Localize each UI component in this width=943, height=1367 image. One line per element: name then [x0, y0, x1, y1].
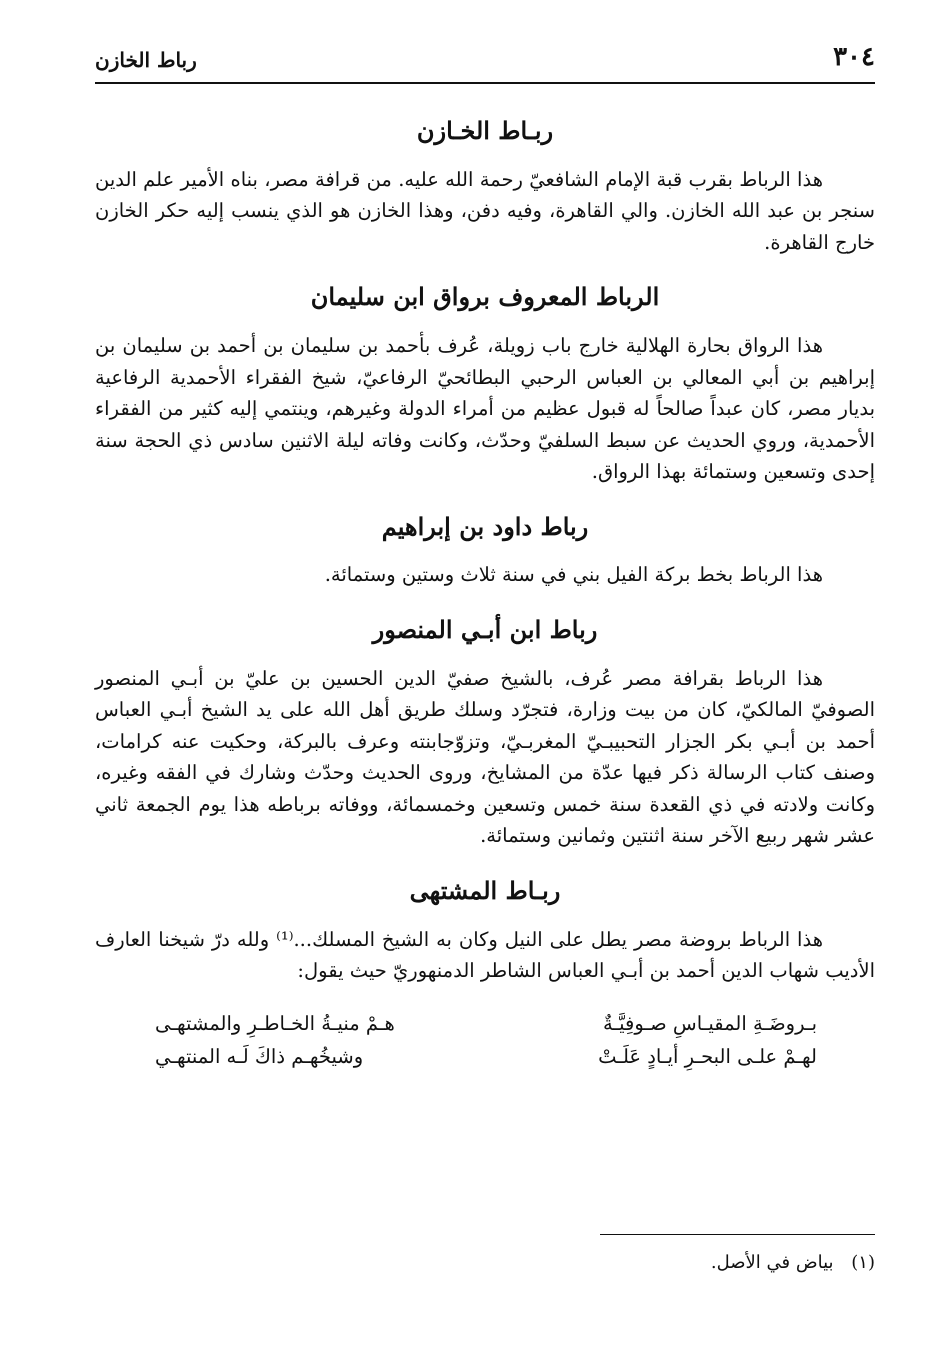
- section-paragraph: هذا الرباط بقرب قبة الإمام الشافعيّ رحمة الله عليه. من قرافة مصر، بناه الأمير علم الدين سنجر بن عبد الله الخازن. والي القاهرة، وفيه دفن، وهذا الخازن هو الذي ينسب إليه حكر الخازن خارج القاهرة.: [95, 167, 875, 254]
- poem-verse: [95, 1040, 875, 1073]
- footnote-text: بياض في الأصل.: [710, 1252, 834, 1273]
- book-page: [95, 30, 875, 1273]
- section-title: الرباط المعروف برواق ابن سليمان: [310, 282, 660, 312]
- page-number: ٣٠٤: [833, 42, 875, 72]
- verse-second-hemistich: هـمْ منيـةُ الخـاطـرِ والمشتهـى: [155, 1011, 395, 1035]
- verse-first-hemistich: لهـمْ علـى البحـرِ أيـادٍ عَلَـتْ: [598, 1044, 817, 1068]
- section-paragraph: هذا الرواق بحارة الهلالية خارج باب زويلة، عُرف بأحمد بن سليمان بن أحمد بن سليمان بن إبراهيم بن أبي المعالي بن العباس الرحبي البطائحيّ الرفاعيّ، شيخ الفقراء الأحمدية الرفاعية بديار مصر، كان عبداً صالحاً له قبول عظيم من أمراء الدولة وغيرهم، وينتمي إليه كثير من الفقراء الأحمدية، وروي الحديث عن سبط السلفيّ وحدّث، وكانت وفاته ليلة الاثنين سادس ذي الحجة سنة إحدى وتسعين وستمائة بهذا الرواق.: [95, 333, 875, 484]
- poem-verse: [95, 1007, 875, 1040]
- section-title: رباط ابن أبـي المنصور: [372, 614, 598, 644]
- section-title: ربـاط المشتهى: [409, 876, 561, 906]
- header-rule: [95, 82, 875, 84]
- page-header: [95, 30, 875, 72]
- verse-second-hemistich: وشيخُهـم ذاكَ لَـه المنتهـي: [155, 1044, 364, 1068]
- poem: [95, 1007, 875, 1073]
- section-paragraph: هذا الرباط بقرافة مصر عُرف، بالشيخ صفيّ الدين الحسين بن عليّ بن أبـي المنصور الصوفيّ المالكيّ، كان من بيت وزارة، فتجرّد وسلك طريق أهل الله على يد الشيخ أبـي العباس أحمد بن أبـي بكر الجزار التحبيبـيّ المغربـيّ، وتزوّجابنته وعرف بالبركة، وحكيت عنه كرامات، وصنف كتاب الرسالة ذكر فيها عدّة من المشايخ، وروى الحديث وحدّث وشارك في الفقه وغيره، وكانت ولادته في ذي القعدة سنة خمس وتسعين وخمسمائة، ووفاته برباطه هذا يوم الجمعة ثاني عشر شهر ربيع الآخر سنة اثنتين وثمانين وستمائة.: [95, 666, 875, 848]
- section-title: رباط داود بن إبراهيم: [381, 511, 589, 541]
- running-title: رباط الخازن: [95, 48, 197, 72]
- section-paragraph: هذا الرباط بروضة مصر يطل على النيل وكان به الشيخ المسلك...⁽¹⁾ ولله درّ شيخنا العارف الأديب شهاب الدين أحمد بن أبـي العباس الشاطر الدمنهوريّ حيث يقول:: [95, 927, 875, 983]
- section-title: ربـاط الخـازن: [416, 116, 554, 145]
- section-paragraph: هذا الرباط بخط بركة الفيل بني في سنة ثلاث وستين وستمائة.: [324, 563, 823, 587]
- footnote-rule: [600, 1234, 875, 1235]
- footnote: [711, 1252, 875, 1273]
- footnote-marker: (١): [851, 1252, 875, 1273]
- verse-first-hemistich: بـروضَـةِ المقيـاسِ صـوفِيَّـةٌ: [603, 1011, 817, 1035]
